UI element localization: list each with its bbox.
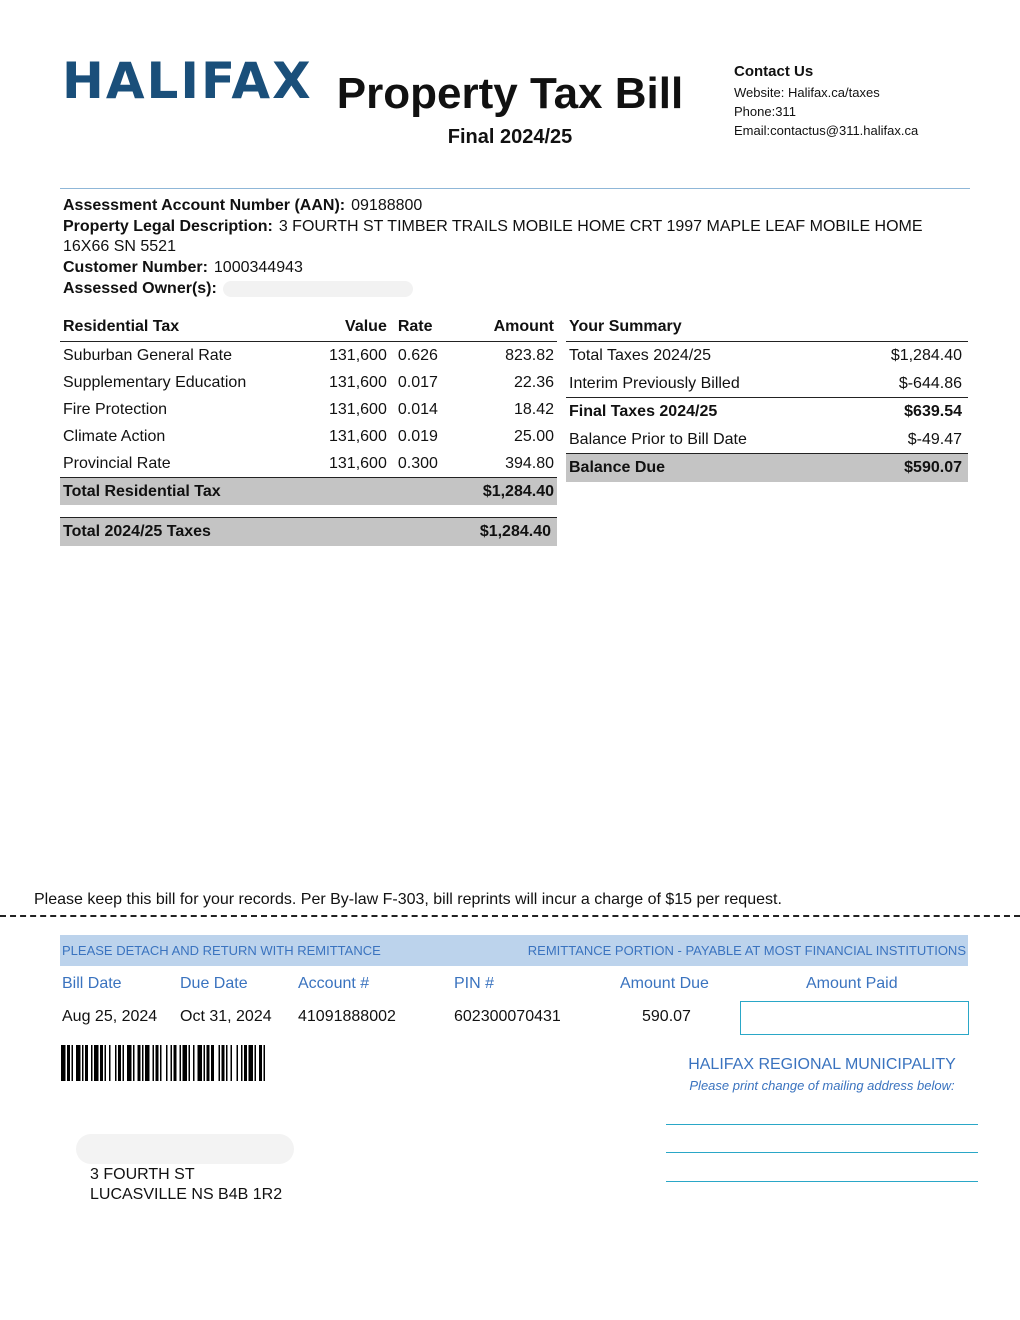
tax-rate: 0.626 — [397, 347, 438, 364]
summary-table — [566, 314, 968, 482]
barcode-bar — [72, 1045, 74, 1081]
tax-name: Supplementary Education — [63, 374, 247, 391]
summary-row — [566, 398, 968, 426]
summary-row — [566, 426, 968, 454]
column-header: Amount — [456, 314, 557, 342]
aan-value: 09188800 — [351, 197, 423, 214]
tax-amount: 18.42 — [513, 401, 554, 418]
account-info — [63, 196, 943, 300]
barcode-bar — [100, 1045, 103, 1081]
tax-value: 131,600 — [329, 401, 387, 418]
barcode-bar — [255, 1045, 257, 1081]
barcode-bar — [91, 1045, 93, 1081]
barcode-bar — [211, 1045, 214, 1081]
tax-name: Climate Action — [63, 428, 166, 445]
legal-description-value: 3 FOURTH ST TIMBER TRAILS MOBILE HOME CRT 1997 MAPLE LEAF MOBILE HOME 16X66 SN 5521 — [63, 218, 923, 255]
redacted-owner-name — [223, 281, 413, 297]
municipality-name: HALIFAX REGIONAL MUNICIPALITY — [688, 1056, 956, 1073]
barcode-bar — [249, 1045, 254, 1081]
summary-value: $1,284.40 — [890, 347, 962, 365]
customer-number-label: Customer Number: — [63, 259, 208, 276]
barcode-bar — [226, 1045, 228, 1081]
address-line[interactable] — [666, 1124, 978, 1125]
barcode-bar — [166, 1045, 168, 1081]
contact-website: Website: Halifax.ca/taxes — [734, 85, 880, 100]
remittance-portion-label: REMITTANCE PORTION - PAYABLE AT MOST FINANCIAL INSTITUTIONS — [527, 943, 966, 958]
barcode — [61, 1045, 329, 1081]
pin-value: 602300070431 — [454, 1008, 561, 1025]
assessed-owner-label: Assessed Owner(s): — [63, 280, 217, 297]
amount-due-label: Amount Due — [620, 975, 709, 992]
barcode-bar — [94, 1045, 99, 1081]
barcode-bar — [193, 1045, 195, 1081]
detach-line — [0, 915, 1020, 917]
tax-name: Provincial Rate — [63, 455, 171, 472]
barcode-bar — [133, 1045, 135, 1081]
table-row — [60, 396, 557, 423]
barcode-bar — [123, 1045, 125, 1081]
barcode-bar — [259, 1045, 262, 1081]
summary-row — [566, 370, 968, 398]
total-residential-row — [60, 478, 557, 506]
barcode-bar — [138, 1045, 141, 1081]
column-header: Value — [307, 314, 390, 342]
summary-label: Interim Previously Billed — [569, 374, 740, 392]
summary-label: Total Taxes 2024/25 — [569, 347, 712, 365]
summary-label: Balance Prior to Bill Date — [569, 430, 747, 448]
header-divider — [60, 188, 970, 189]
total-residential-value: $1,284.40 — [456, 478, 557, 506]
balance-due-label: Balance Due — [566, 454, 847, 482]
halifax-logo: HALIFAX — [62, 52, 313, 110]
total-taxes-value: $1,284.40 — [389, 518, 557, 546]
page-title: Property Tax Bill — [336, 69, 684, 118]
legal-description-row — [63, 217, 943, 257]
barcode-bar — [153, 1045, 155, 1081]
mailing-address-line: LUCASVILLE NS B4B 1R2 — [90, 1186, 283, 1203]
barcode-bar — [189, 1045, 191, 1081]
summary-row — [566, 342, 968, 370]
account-number-value: 41091888002 — [298, 1008, 396, 1025]
barcode-bar — [207, 1045, 210, 1081]
summary-value: $-49.47 — [907, 430, 962, 448]
bill-date-value: Aug 25, 2024 — [62, 1008, 158, 1025]
tax-name: Fire Protection — [63, 401, 168, 418]
barcode-bar — [160, 1045, 162, 1081]
tax-value: 131,600 — [329, 428, 387, 445]
tax-value: 131,600 — [329, 455, 387, 472]
summary-label: Final Taxes 2024/25 — [566, 398, 847, 426]
table-row — [60, 369, 557, 396]
summary-header-row — [566, 314, 968, 342]
contact-heading: Contact Us — [734, 63, 814, 80]
tax-value: 131,600 — [329, 347, 387, 364]
tax-name: Suburban General Rate — [63, 347, 232, 364]
barcode-bar — [142, 1045, 144, 1081]
barcode-bar — [67, 1045, 70, 1081]
aan-label: Assessment Account Number (AAN): — [63, 197, 346, 214]
barcode-bar — [198, 1045, 203, 1081]
total-taxes-row — [60, 518, 557, 546]
aan-row — [63, 196, 943, 216]
tax-rate: 0.014 — [397, 401, 438, 418]
redacted-recipient-name — [76, 1134, 294, 1164]
assessed-owner-row — [63, 279, 943, 299]
summary-heading: Your Summary — [566, 314, 968, 342]
tax-amount: 22.36 — [513, 374, 554, 391]
contact-block — [734, 62, 918, 140]
bill-date-label: Bill Date — [62, 975, 122, 992]
balance-due-row — [566, 454, 968, 482]
balance-due-value: $590.07 — [847, 454, 968, 482]
table-row — [60, 423, 557, 450]
address-line[interactable] — [666, 1152, 978, 1153]
barcode-bar — [76, 1045, 81, 1081]
total-taxes-label: Total 2024/25 Taxes — [60, 518, 389, 546]
column-header: Residential Tax — [60, 314, 307, 342]
table-row — [60, 450, 557, 478]
barcode-bar — [171, 1045, 173, 1081]
contact-phone: Phone:311 — [734, 104, 796, 119]
barcode-bar — [264, 1045, 266, 1081]
barcode-bar — [127, 1045, 132, 1081]
tax-amount: 823.82 — [505, 347, 554, 364]
barcode-bar — [118, 1045, 121, 1081]
barcode-bar — [109, 1045, 111, 1081]
amount-paid-label: Amount Paid — [806, 975, 898, 992]
barcode-bar — [145, 1045, 150, 1081]
barcode-bar — [105, 1045, 107, 1081]
mailing-address — [90, 1165, 282, 1205]
tax-rate: 0.300 — [397, 455, 438, 472]
amount-due-value: 590.07 — [642, 1008, 691, 1025]
account-number-label: Account # — [298, 975, 370, 992]
contact-email: Email:contactus@311.halifax.ca — [734, 123, 919, 138]
barcode-bar — [241, 1045, 243, 1081]
column-header: Rate — [390, 314, 457, 342]
barcode-bar — [61, 1045, 66, 1081]
table-header-row — [60, 314, 557, 342]
due-date-value: Oct 31, 2024 — [180, 1008, 272, 1025]
tax-rate: 0.017 — [397, 374, 438, 391]
tax-amount: 394.80 — [505, 455, 554, 472]
table-row — [60, 342, 557, 370]
customer-number-value: 1000344943 — [213, 259, 303, 276]
barcode-bar — [85, 1045, 88, 1081]
legal-description-label: Property Legal Description: — [63, 218, 273, 235]
tax-amount: 25.00 — [513, 428, 554, 445]
barcode-bar — [156, 1045, 159, 1081]
barcode-bar — [115, 1045, 117, 1081]
address-line[interactable] — [666, 1181, 978, 1182]
residential-tax-table — [60, 314, 557, 505]
total-taxes-table — [60, 517, 557, 546]
barcode-bar — [244, 1045, 247, 1081]
barcode-bar — [204, 1045, 206, 1081]
page-subtitle: Final 2024/25 — [447, 126, 573, 148]
total-residential-label: Total Residential Tax — [60, 478, 456, 506]
customer-number-row — [63, 258, 943, 278]
records-notice: Please keep this bill for your records. Per By-law F-303, bill reprints will incur a charge of $15 per request. — [34, 891, 782, 908]
pin-label: PIN # — [454, 975, 495, 992]
amount-paid-field[interactable] — [740, 1001, 969, 1035]
due-date-label: Due Date — [180, 975, 248, 992]
tax-value: 131,600 — [329, 374, 387, 391]
barcode-bar — [183, 1045, 188, 1081]
summary-value: $639.54 — [847, 398, 968, 426]
tax-rate: 0.019 — [397, 428, 438, 445]
barcode-bar — [219, 1045, 221, 1081]
barcode-bar — [174, 1045, 177, 1081]
barcode-bar — [231, 1045, 233, 1081]
barcode-bar — [237, 1045, 239, 1081]
barcode-bar — [82, 1045, 84, 1081]
address-change-note: Please print change of mailing address below: — [689, 1078, 955, 1093]
remittance-band — [60, 935, 968, 966]
mailing-address-line: 3 FOURTH ST — [90, 1166, 195, 1183]
detach-instruction: PLEASE DETACH AND RETURN WITH REMITTANCE — [62, 943, 381, 958]
summary-value: $-644.86 — [898, 374, 962, 392]
barcode-bar — [180, 1045, 182, 1081]
barcode-bar — [222, 1045, 225, 1081]
